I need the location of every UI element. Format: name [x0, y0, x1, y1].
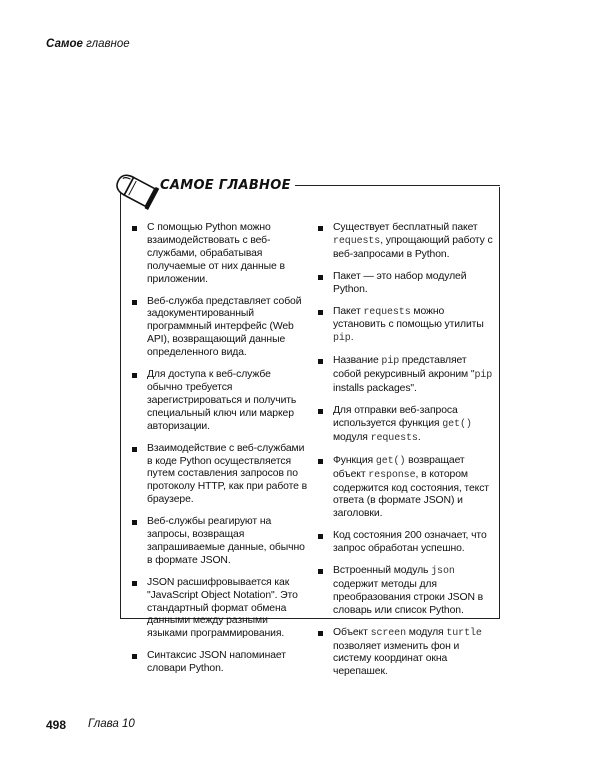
bullet-item	[132, 296, 308, 361]
code-term: get()	[375, 455, 406, 467]
bullet-item	[318, 306, 494, 347]
bullet-item	[318, 530, 494, 556]
code-term: get()	[442, 418, 472, 430]
code-term: requests	[333, 235, 381, 247]
bullet-item	[318, 627, 494, 680]
item-text: Пакет	[333, 305, 364, 317]
item-text: Синтаксис JSON напоминает словари Python.	[147, 650, 286, 675]
bullet-item	[132, 222, 308, 287]
item-text: содержит методы для преобразования строки JSON в словарь или список Python.	[333, 578, 484, 616]
item-text: С помощью Python можно взаимодействовать с веб-службами, обрабатывая получаемые от них данные в приложении.	[147, 222, 285, 285]
item-text: Для доступа к веб-службе обычно требуется зарегистрироваться и получить специальный ключ или маркер авторизации.	[147, 369, 297, 432]
item-text: Взаимодействие с веб-службами в коде Python осуществляется путем составления запросов по протоколу HTTP, как при работе в браузере.	[147, 442, 308, 506]
bullet-item	[318, 222, 494, 262]
bullet-cartridge-icon	[112, 168, 160, 212]
item-text: можно установить с помощью утилиты	[333, 305, 484, 331]
item-text: JSON расшифровывается как "JavaScript Object Notation". Это стандартный формат обмена данными между разными языками программирования.	[147, 576, 298, 640]
running-head-rest: главное	[82, 38, 130, 50]
item-text: , упрощающий работу с веб-запросами в Python.	[333, 234, 493, 260]
item-text: Название	[333, 355, 382, 367]
page-number: 498	[46, 718, 67, 732]
item-text: Код состояния 200 означает, что запрос обработан успешно.	[333, 530, 487, 555]
code-term: response	[368, 469, 416, 481]
item-text: позволяет изменить фон и систему координат окна черепашек.	[333, 640, 460, 678]
bullet-item	[318, 271, 494, 297]
running-head-bold: Самое	[46, 38, 83, 50]
box-title: САМОЕ ГЛАВНОЕ	[160, 178, 295, 193]
bullet-item	[318, 565, 494, 618]
item-text: модуля	[405, 626, 447, 638]
right-column	[318, 222, 494, 688]
item-text: Веб-службы реагируют на запросы, возвращая запрашиваемые данные, обычно в формате JSON.	[147, 516, 305, 566]
code-term: turtle	[446, 627, 482, 639]
bullet-item	[132, 577, 308, 642]
item-text: Пакет — это набор модулей Python.	[333, 270, 467, 295]
left-column	[132, 222, 308, 685]
code-term: json	[431, 566, 455, 578]
code-term: requests	[370, 432, 418, 444]
item-text: , в котором содержится код состояния, текст ответа (в формате JSON) и заголовки.	[333, 468, 489, 520]
code-term: requests	[363, 306, 411, 318]
item-text: Существует бесплатный пакет	[333, 222, 478, 233]
item-text: возвращает объект	[333, 454, 465, 480]
bullet-item	[318, 405, 494, 446]
item-text: Встроенный модуль	[333, 565, 432, 577]
running-head	[46, 38, 130, 50]
bullet-item	[132, 369, 308, 434]
bullet-item	[132, 516, 308, 568]
code-term: pip	[333, 333, 351, 345]
chapter-label: Глава 10	[88, 718, 135, 730]
bullet-item	[318, 455, 494, 522]
box-top-border	[262, 185, 500, 186]
bullet-item	[318, 355, 494, 396]
item-text: Объект	[333, 626, 371, 638]
code-term: pip	[381, 356, 400, 368]
item-text: .	[350, 332, 354, 344]
code-term: screen	[370, 627, 406, 639]
bullet-item	[132, 443, 308, 508]
bullet-item	[132, 650, 308, 676]
item-text: installs packages".	[333, 383, 417, 395]
item-text: Функция	[333, 454, 376, 466]
code-term: pip	[474, 370, 493, 382]
item-text: .	[417, 431, 421, 443]
item-text: модуля	[333, 431, 371, 443]
item-text: Для отправки веб-запроса используется функция	[333, 404, 458, 429]
item-text: представляет собой рекурсивный акроним "	[333, 355, 475, 381]
item-text: Веб-служба представляет собой задокументированный программный интерфейс (Web API), возвращающий данные определенного вида.	[147, 295, 302, 359]
